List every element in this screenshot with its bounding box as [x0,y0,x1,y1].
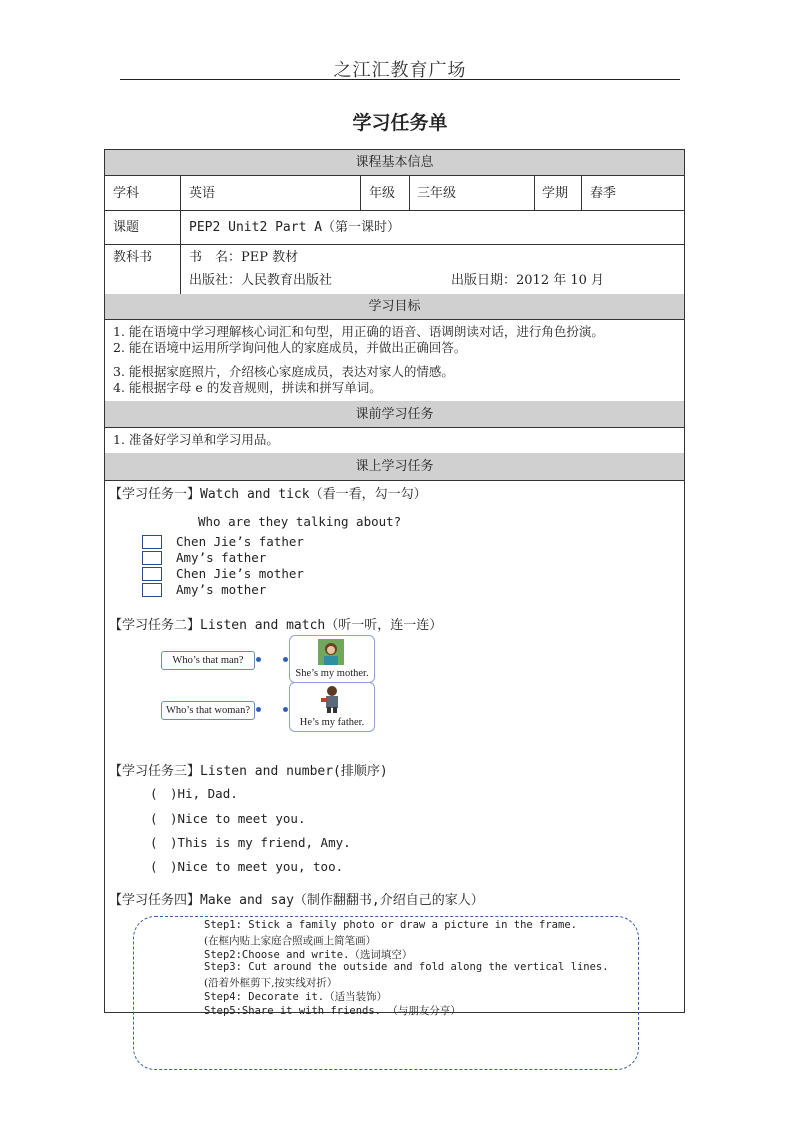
match-question-woman[interactable]: Who’s that woman? [161,701,255,720]
task4-step: Step1: Stick a family photo or draw a picture in the frame. [204,919,577,931]
task3-item: ( )This is my friend, Amy. [150,835,351,850]
task1-title: 【学习任务一】Watch and tick（看一看，勾一勾） [109,487,427,502]
divider [180,176,181,295]
textbook-name: 书 名：PEP 教材 [189,250,299,265]
term-value: 春季 [590,186,617,201]
topic-value: PEP2 Unit2 Part A（第一课时） [189,220,401,235]
task1-question: Who are they talking about? [198,514,402,529]
task1-option: Amy’s mother [176,582,267,597]
publish-date: 出版日期：2012 年 10 月 [451,273,605,288]
match-dot[interactable] [283,657,288,662]
mother-caption: She’s my mother. [295,668,369,679]
page-title: 学习任务单 [352,112,448,134]
father-photo-card[interactable] [289,682,375,732]
publisher: 出版社：人民教育出版社 [189,273,333,288]
section-pre-tasks: 课前学习任务 [105,401,684,428]
father-photo-icon [317,685,347,713]
header-rule [120,79,680,80]
task1-option: Amy’s father [176,550,267,565]
task4-title: 【学习任务四】Make and say（制作翻翻书,介绍自己的家人） [109,893,484,908]
task4-step: (沿着外框剪下,按实线对折） [204,977,338,989]
mother-photo-card[interactable] [289,635,375,683]
tick-box[interactable] [142,567,162,581]
textbook-label: 教科书 [113,250,153,265]
task4-step: Step2:Choose and write.（选词填空） [204,949,413,961]
task-sheet-table [104,149,685,1017]
goal-item: 1. 能在语境中学习理解核心词汇和句型，用正确的语音、语调朗读对话，进行角色扮演。 [113,324,604,339]
topic-label: 课题 [113,220,140,235]
subject-label: 学科 [113,186,140,201]
section-course-info: 课程基本信息 [105,150,684,176]
goal-item: 4. 能根据字母 e 的发音规则，拼读和拼写单词。 [113,380,382,395]
divider [534,176,535,210]
match-dot[interactable] [283,707,288,712]
section-class-tasks: 课上学习任务 [105,453,684,481]
tick-box[interactable] [142,583,162,597]
divider [360,176,361,210]
match-dot[interactable] [256,657,261,662]
task4-step: Step3: Cut around the outside and fold along the vertical lines. [204,961,609,973]
pre-task-item: 1. 准备好学习单和学习用品。 [113,432,279,447]
task2-title: 【学习任务二】Listen and match（听一听，连一连） [109,618,443,633]
grade-value: 三年级 [417,186,457,201]
task4-step: (在框内贴上家庭合照或画上简笔画） [204,935,377,947]
grade-label: 年级 [369,186,396,201]
task3-item: ( )Nice to meet you. [150,811,306,826]
tick-box[interactable] [142,551,162,565]
mother-photo-icon [318,639,344,665]
match-question-man[interactable]: Who’s that man? [161,651,255,670]
divider [105,244,684,245]
task1-option: Chen Jie’s mother [176,566,304,581]
divider [105,210,684,211]
goal-item: 2. 能在语境中运用所学询问他人的家庭成员，并做出正确回答。 [113,340,467,355]
term-label: 学期 [542,186,569,201]
task1-option: Chen Jie’s father [176,534,304,549]
goal-item: 3. 能根据家庭照片，介绍核心家庭成员，表达对家人的情感。 [113,364,454,379]
tick-box[interactable] [142,535,162,549]
father-caption: He’s my father. [299,717,365,728]
site-header: 之江汇教育广场 [333,60,467,81]
divider [581,176,582,210]
task4-step: Step5:Share it with friends. （与朋友分享） [204,1005,461,1017]
divider [409,176,410,210]
match-dot[interactable] [256,707,261,712]
subject-value: 英语 [189,186,216,201]
task3-item: ( )Hi, Dad. [150,786,238,801]
task4-step: Step4: Decorate it.（适当装饰） [204,991,388,1003]
section-goals: 学习目标 [105,294,684,320]
task3-title: 【学习任务三】Listen and number(排顺序) [109,764,388,779]
task3-item: ( )Nice to meet you, too. [150,859,344,874]
